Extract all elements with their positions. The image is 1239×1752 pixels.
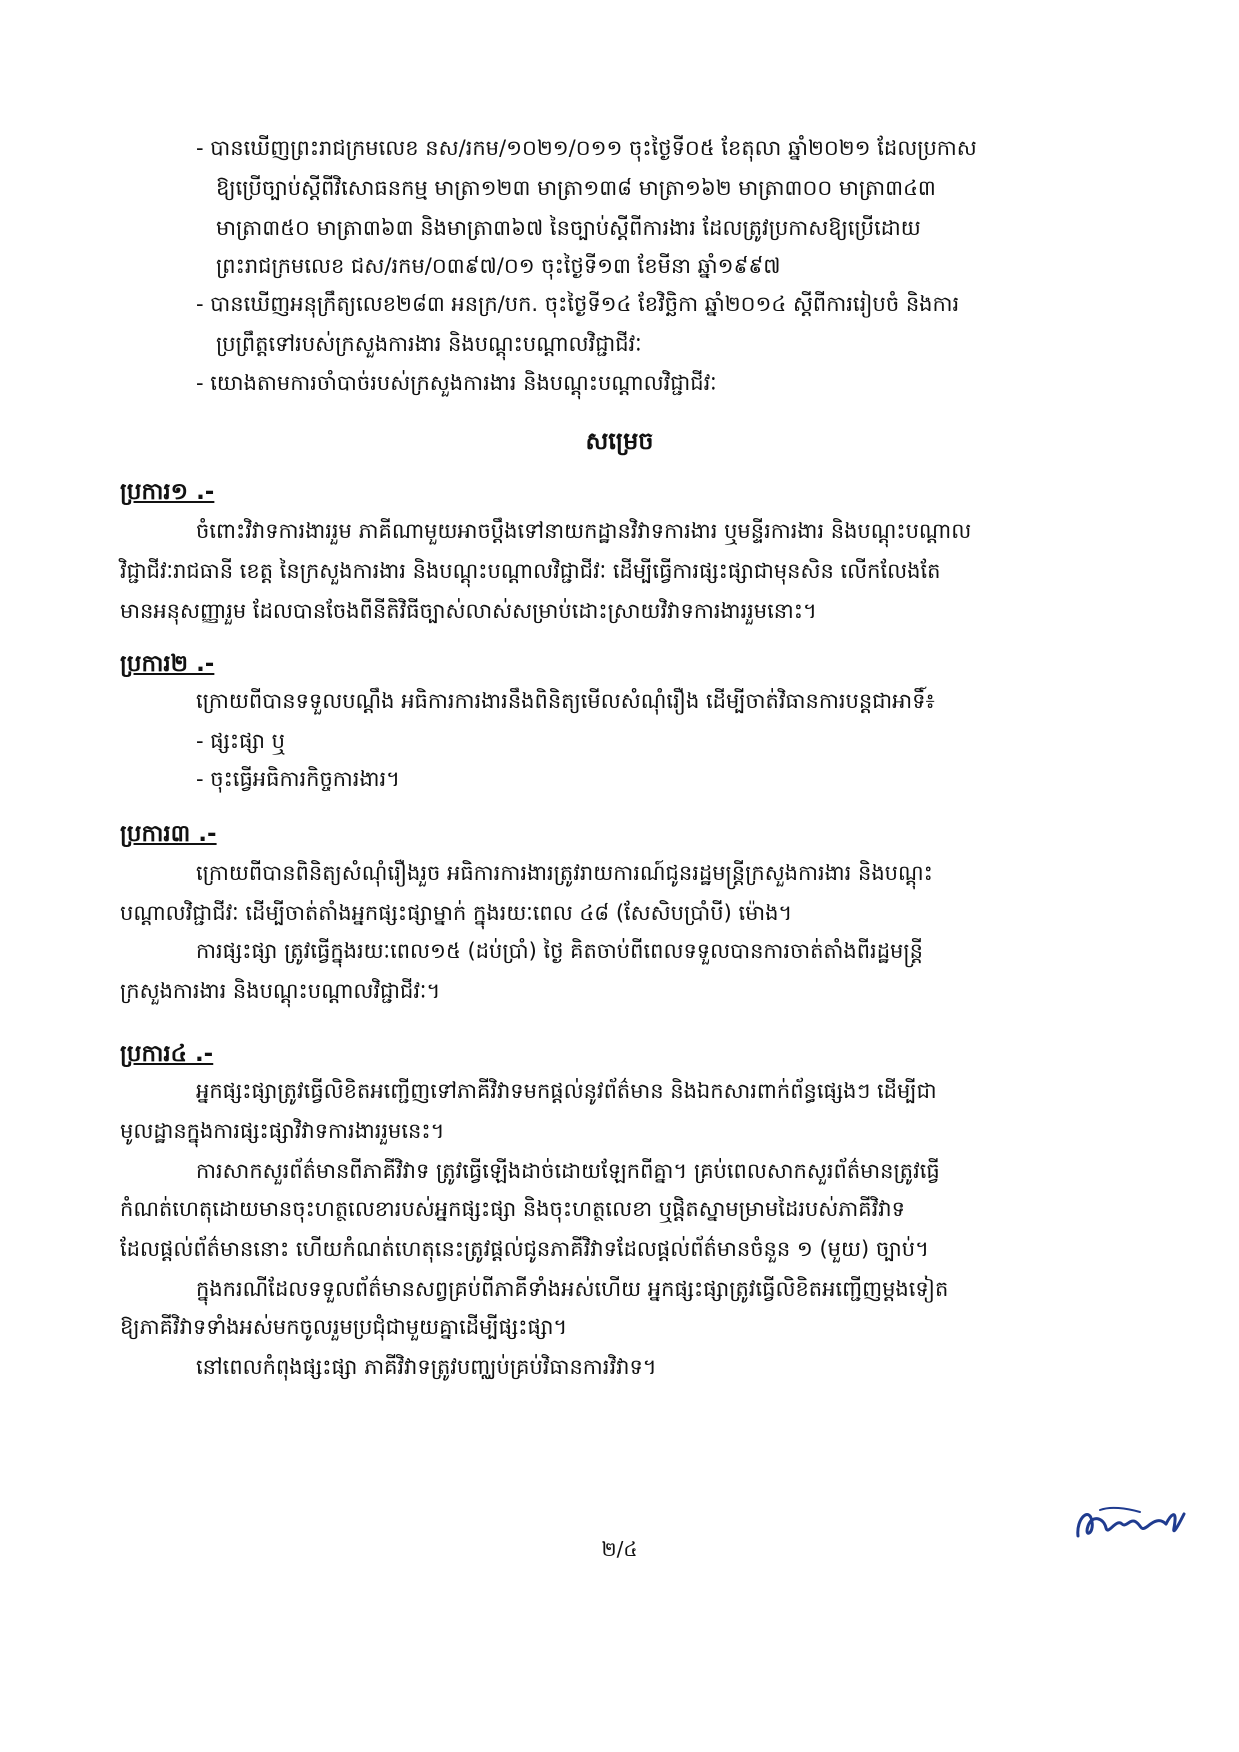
preamble-line: - យោងតាមការចាំបាច់របស់ក្រសួងការងារ និងបណ្តុះបណ្តាលវិជ្ជាជីវៈ (196, 371, 717, 395)
preamble-line: ព្រះរាជក្រមលេខ ជស/រកម/០៣៩៧/០១ ចុះថ្ងៃទី១៣ ខែមីនា ឆ្នាំ១៩៩៧ (216, 254, 781, 278)
preamble-line: ប្រព្រឹត្តទៅរបស់ក្រសួងការងារ និងបណ្តុះបណ្តាលវិជ្ជាជីវៈ (216, 332, 642, 356)
article-heading: ប្រការ៣ .- (120, 821, 217, 847)
article-line: ឱ្យភាគីវិវាទទាំងអស់មកចូលរួមប្រជុំជាមួយគ្នាដើម្បីផ្សះផ្សា។ (120, 1315, 568, 1339)
article-line: ការផ្សះផ្សា ត្រូវធ្វើក្នុងរយៈពេល១៥ (ដប់ប្រាំ) ថ្ងៃ គិតចាប់ពីពេលទទួលបានការចាត់តាំងពីរដ្ឋមន្ត្រី (196, 939, 923, 963)
article-line: ការសាកសួរព័ត៌មានពីភាគីវិវាទ ត្រូវធ្វើឡើងដាច់ដោយឡែកពីគ្នា។ គ្រប់ពេលសាកសួរព័ត៌មានត្រូវធ្វើ (196, 1159, 940, 1183)
article-line: អ្នកផ្សះផ្សាត្រូវធ្វើលិខិតអញ្ជើញទៅភាគីវិវាទមកផ្តល់នូវព័ត៌មាន និងឯកសារពាក់ព័ន្ធផ្សេងៗ ដើម្បីជា (196, 1079, 937, 1103)
decision-title: សម្រេច (585, 427, 654, 455)
preamble-line: មាត្រា៣៥០ មាត្រា៣៦៣ និងមាត្រា៣៦៧ នៃច្បាប់ស្តីពីការងារ ដែលត្រូវប្រកាសឱ្យប្រើដោយ (216, 216, 921, 240)
article-line: - ផ្សះផ្សា ឬ (196, 729, 286, 753)
article-line: នៅពេលកំពុងផ្សះផ្សា ភាគីវិវាទត្រូវបញ្ឈប់គ្រប់វិធានការវិវាទ។ (196, 1355, 657, 1379)
page-number: ២/៤ (601, 1537, 638, 1561)
article-line: ក្រសួងការងារ និងបណ្តុះបណ្តាលវិជ្ជាជីវៈ។ (120, 979, 441, 1003)
article-line: ដែលផ្តល់ព័ត៌មាននោះ ហើយកំណត់ហេតុនេះត្រូវផ្តល់ជូនភាគីវិវាទដែលផ្តល់ព័ត៌មានចំនួន ១ (មួយ) ច្បាប់។ (120, 1237, 929, 1261)
article-line: បណ្តាលវិជ្ជាជីវៈ ដើម្បីចាត់តាំងអ្នកផ្សះផ្សាម្នាក់ ក្នុងរយៈពេល ៤៨ (សែសិបប្រាំបី) ម៉ោង។ (120, 901, 793, 925)
article-line: វិជ្ជាជីវៈរាជធានី ខេត្ត នៃក្រសួងការងារ និងបណ្តុះបណ្តាលវិជ្ជាជីវៈ ដើម្បីធ្វើការផ្សះផ្សាជាមុនសិន លើកលែងតែ (120, 559, 941, 583)
article-line: ចំពោះវិវាទការងាររួម ភាគីណាមួយអាចប្តឹងទៅនាយកដ្ឋានវិវាទការងារ ឬមន្ទីរការងារ និងបណ្តុះបណ្តាល (196, 519, 972, 543)
article-heading: ប្រការ២ .- (120, 651, 215, 677)
article-line: មូលដ្ឋានក្នុងការផ្សះផ្សាវិវាទការងាររួមនេះ។ (120, 1119, 445, 1143)
article-line: ក្រោយពីបានទទួលបណ្តឹង អធិការការងារនឹងពិនិត្យមើលសំណុំរឿង ដើម្បីចាត់វិធានការបន្តជាអាទិ៍៖ (196, 689, 935, 713)
preamble-line: ឱ្យប្រើច្បាប់ស្តីពីវិសោធនកម្ម មាត្រា១២៣ មាត្រា១៣៨ មាត្រា១៦២ មាត្រា៣០០ មាត្រា៣៤៣ (216, 176, 936, 200)
article-line: កំណត់ហេតុដោយមានចុះហត្ថលេខារបស់អ្នកផ្សះផ្សា និងចុះហត្ថលេខា ឬផ្តិតស្នាមម្រាមដៃរបស់ភាគីវិវាទ (120, 1197, 905, 1221)
article-line: - ចុះធ្វើអធិការកិច្ចការងារ។ (196, 767, 400, 791)
article-line: ក្នុងករណីដែលទទួលព័ត៌មានសព្វគ្រប់ពីភាគីទាំងអស់ហើយ អ្នកផ្សះផ្សាត្រូវធ្វើលិខិតអញ្ជើញម្តងទៀត (196, 1277, 949, 1301)
article-heading: ប្រការ៤ .- (120, 1041, 214, 1067)
preamble-line: - បានឃើញព្រះរាជក្រមលេខ នស/រកម/១០២១/០១១ ចុះថ្ងៃទី០៥ ខែតុលា ឆ្នាំ២០២១ ដែលប្រកាស (196, 136, 977, 160)
article-heading: ប្រការ១ .- (120, 479, 215, 505)
article-line: ក្រោយពីបានពិនិត្យសំណុំរឿងរួច អធិការការងារត្រូវរាយការណ៍ជូនរដ្ឋមន្ត្រីក្រសួងការងារ និងបណ្តុះ (196, 861, 933, 885)
article-line: មានអនុសញ្ញារួម ដែលបានចែងពីនីតិវិធីច្បាស់លាស់សម្រាប់ដោះស្រាយវិវាទការងាររួមនោះ។ (120, 599, 817, 623)
preamble-line: - បានឃើញអនុក្រឹត្យលេខ២៨៣ អនក្រ/បក. ចុះថ្ងៃទី១៤ ខែវិច្ឆិកា ឆ្នាំ២០១៤ ស្តីពីការរៀបចំ និងការ (196, 292, 960, 316)
